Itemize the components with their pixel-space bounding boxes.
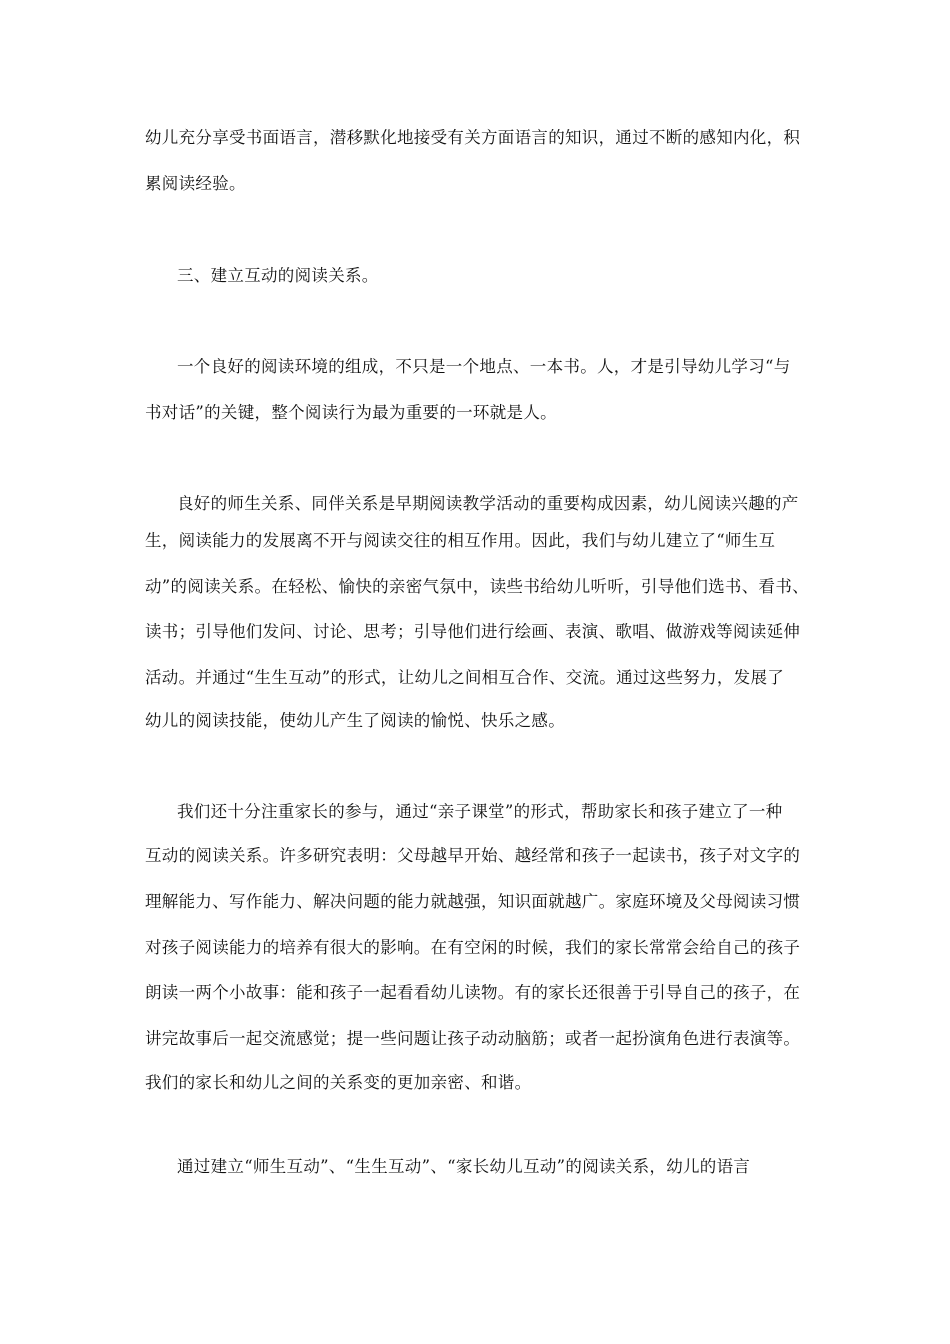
paragraph-line: 幼儿的阅读技能，使幼儿产生了阅读的愉悦、快乐之感。 (145, 711, 565, 730)
paragraph-line: 理解能力、写作能力、解决问题的能力就越强，知识面就越广。家庭环境及父母阅读习惯 (145, 892, 801, 911)
paragraph-line: 对孩子阅读能力的培养有很大的影响。在有空闲的时候，我们的家长常常会给自己的孩子 (145, 938, 801, 957)
paragraph-line: 读书；引导他们发问、讨论、思考；引导他们进行绘画、表演、歌唱、做游戏等阅读延伸 (145, 622, 801, 641)
paragraph-line: 我们还十分注重家长的参与，通过“亲子课堂”的形式，帮助家长和孩子建立了一种 (177, 802, 783, 821)
paragraph-line: 活动。并通过“生生互动”的形式，让幼儿之间相互合作、交流。通过这些努力，发展了 (145, 668, 785, 687)
paragraph-line: 良好的师生关系、同伴关系是早期阅读教学活动的重要构成因素，幼儿阅读兴趣的产 (177, 494, 799, 513)
paragraph-line: 朗读一两个小故事：能和孩子一起看看幼儿读物。有的家长还很善于引导自己的孩子，在 (145, 983, 801, 1002)
paragraph-line: 动”的阅读关系。在轻松、愉快的亲密气氛中，读些书给幼儿听听，引导他们选书、看书、 (145, 577, 809, 596)
paragraph-line: 幼儿充分享受书面语言，潜移默化地接受有关方面语言的知识，通过不断的感知内化，积 (145, 128, 801, 147)
paragraph-line: 生，阅读能力的发展离不开与阅读交往的相互作用。因此，我们与幼儿建立了“师生互 (145, 531, 776, 550)
paragraph-line: 通过建立“师生互动”、“生生互动”、“家长幼儿互动”的阅读关系，幼儿的语言 (177, 1157, 751, 1176)
paragraph-line: 讲完故事后一起交流感觉；提一些问题让孩子动动脑筋；或者一起扮演角色进行表演等。 (145, 1029, 801, 1048)
paragraph-line: 我们的家长和幼儿之间的关系变的更加亲密、和谐。 (145, 1073, 532, 1092)
paragraph-line: 书对话”的关键，整个阅读行为最为重要的一环就是人。 (145, 403, 557, 422)
paragraph-line: 一个良好的阅读环境的组成，不只是一个地点、一本书。人，才是引导幼儿学习“与 (177, 357, 791, 376)
section-heading: 三、建立互动的阅读关系。 (177, 266, 379, 285)
paragraph-line: 累阅读经验。 (145, 174, 246, 193)
paragraph-line: 互动的阅读关系。许多研究表明：父母越早开始、越经常和孩子一起读书，孩子对文字的 (145, 846, 801, 865)
